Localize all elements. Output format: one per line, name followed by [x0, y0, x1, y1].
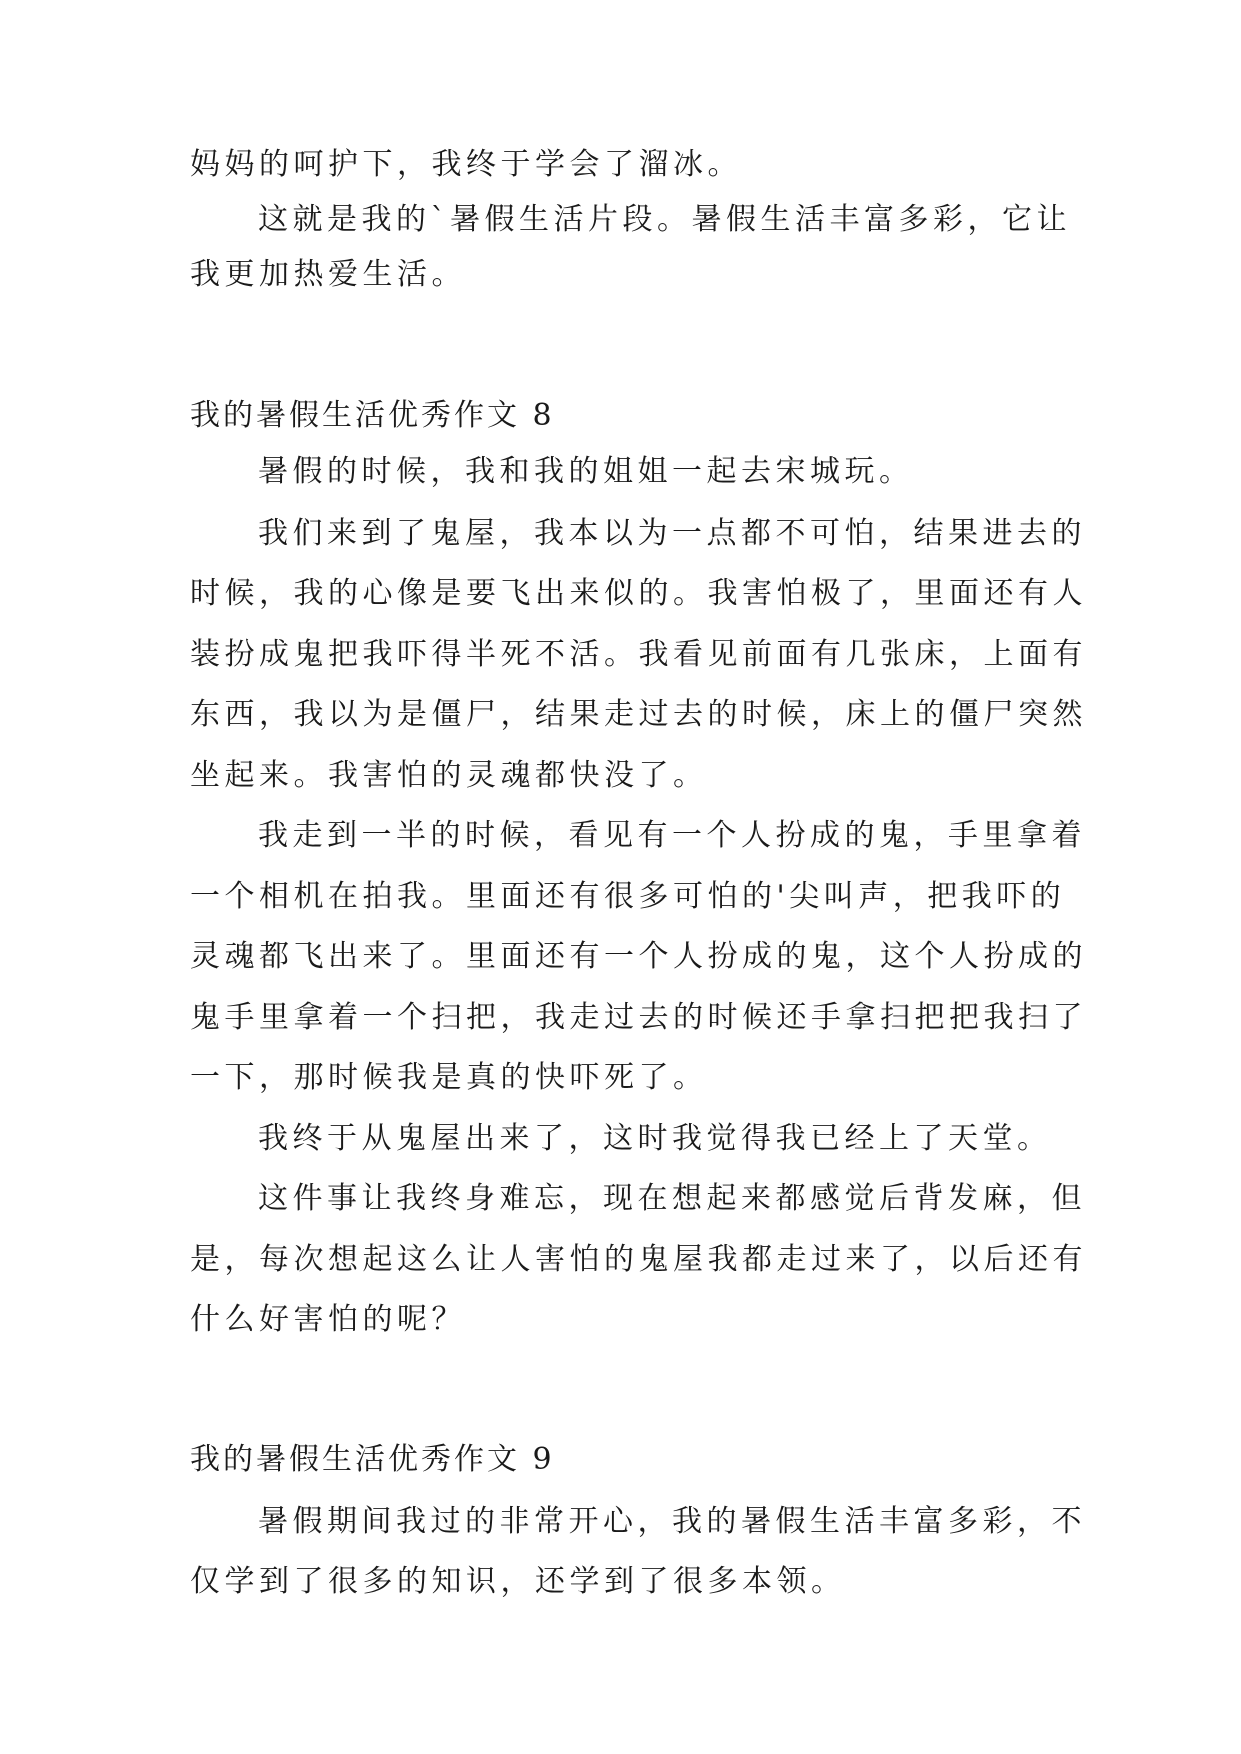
- section-heading: 我的暑假生活优秀作文 9: [190, 1442, 555, 1477]
- paragraph-line: 坐起来。我害怕的灵魂都快没了。: [190, 758, 708, 793]
- paragraph-line: 鬼手里拿着一个扫把，我走过去的时候还手拿扫把把我扫了: [190, 1000, 1087, 1035]
- paragraph-line: 妈妈的呵护下，我终于学会了溜冰。: [190, 147, 742, 182]
- paragraph-line: 是，每次想起这么让人害怕的鬼屋我都走过来了，以后还有: [190, 1242, 1087, 1277]
- paragraph-line: 这件事让我终身难忘，现在想起来都感觉后背发麻，但: [258, 1181, 1086, 1216]
- paragraph-line: 仅学到了很多的知识，还学到了很多本领。: [190, 1564, 846, 1599]
- paragraph-line: 一个相机在拍我。里面还有很多可怕的'尖叫声，把我吓的: [190, 879, 1066, 914]
- paragraph-line: 我们来到了鬼屋，我本以为一点都不可怕，结果进去的: [258, 516, 1086, 551]
- paragraph-line: 我更加热爱生活。: [190, 257, 466, 292]
- paragraph-line: 装扮成鬼把我吓得半死不活。我看见前面有几张床，上面有: [190, 637, 1087, 672]
- paragraph-line: 我走到一半的时候，看见有一个人扮成的鬼，手里拿着: [258, 818, 1086, 853]
- paragraph-line: 什么好害怕的呢？: [190, 1302, 466, 1337]
- paragraph-line: 暑假期间我过的非常开心，我的暑假生活丰富多彩，不: [258, 1504, 1086, 1539]
- paragraph-line: 这就是我的`暑假生活片段。暑假生活丰富多彩，它让: [258, 202, 1071, 237]
- section-heading: 我的暑假生活优秀作文 8: [190, 398, 555, 433]
- paragraph-line: 暑假的时候，我和我的姐姐一起去宋城玩。: [258, 454, 914, 489]
- paragraph-line: 东西，我以为是僵尸，结果走过去的时候，床上的僵尸突然: [190, 697, 1087, 732]
- paragraph-line: 时候，我的心像是要飞出来似的。我害怕极了，里面还有人: [190, 576, 1087, 611]
- paragraph-line: 我终于从鬼屋出来了，这时我觉得我已经上了天堂。: [258, 1121, 1052, 1156]
- paragraph-line: 灵魂都飞出来了。里面还有一个人扮成的鬼，这个人扮成的: [190, 939, 1087, 974]
- paragraph-line: 一下，那时候我是真的快吓死了。: [190, 1060, 708, 1095]
